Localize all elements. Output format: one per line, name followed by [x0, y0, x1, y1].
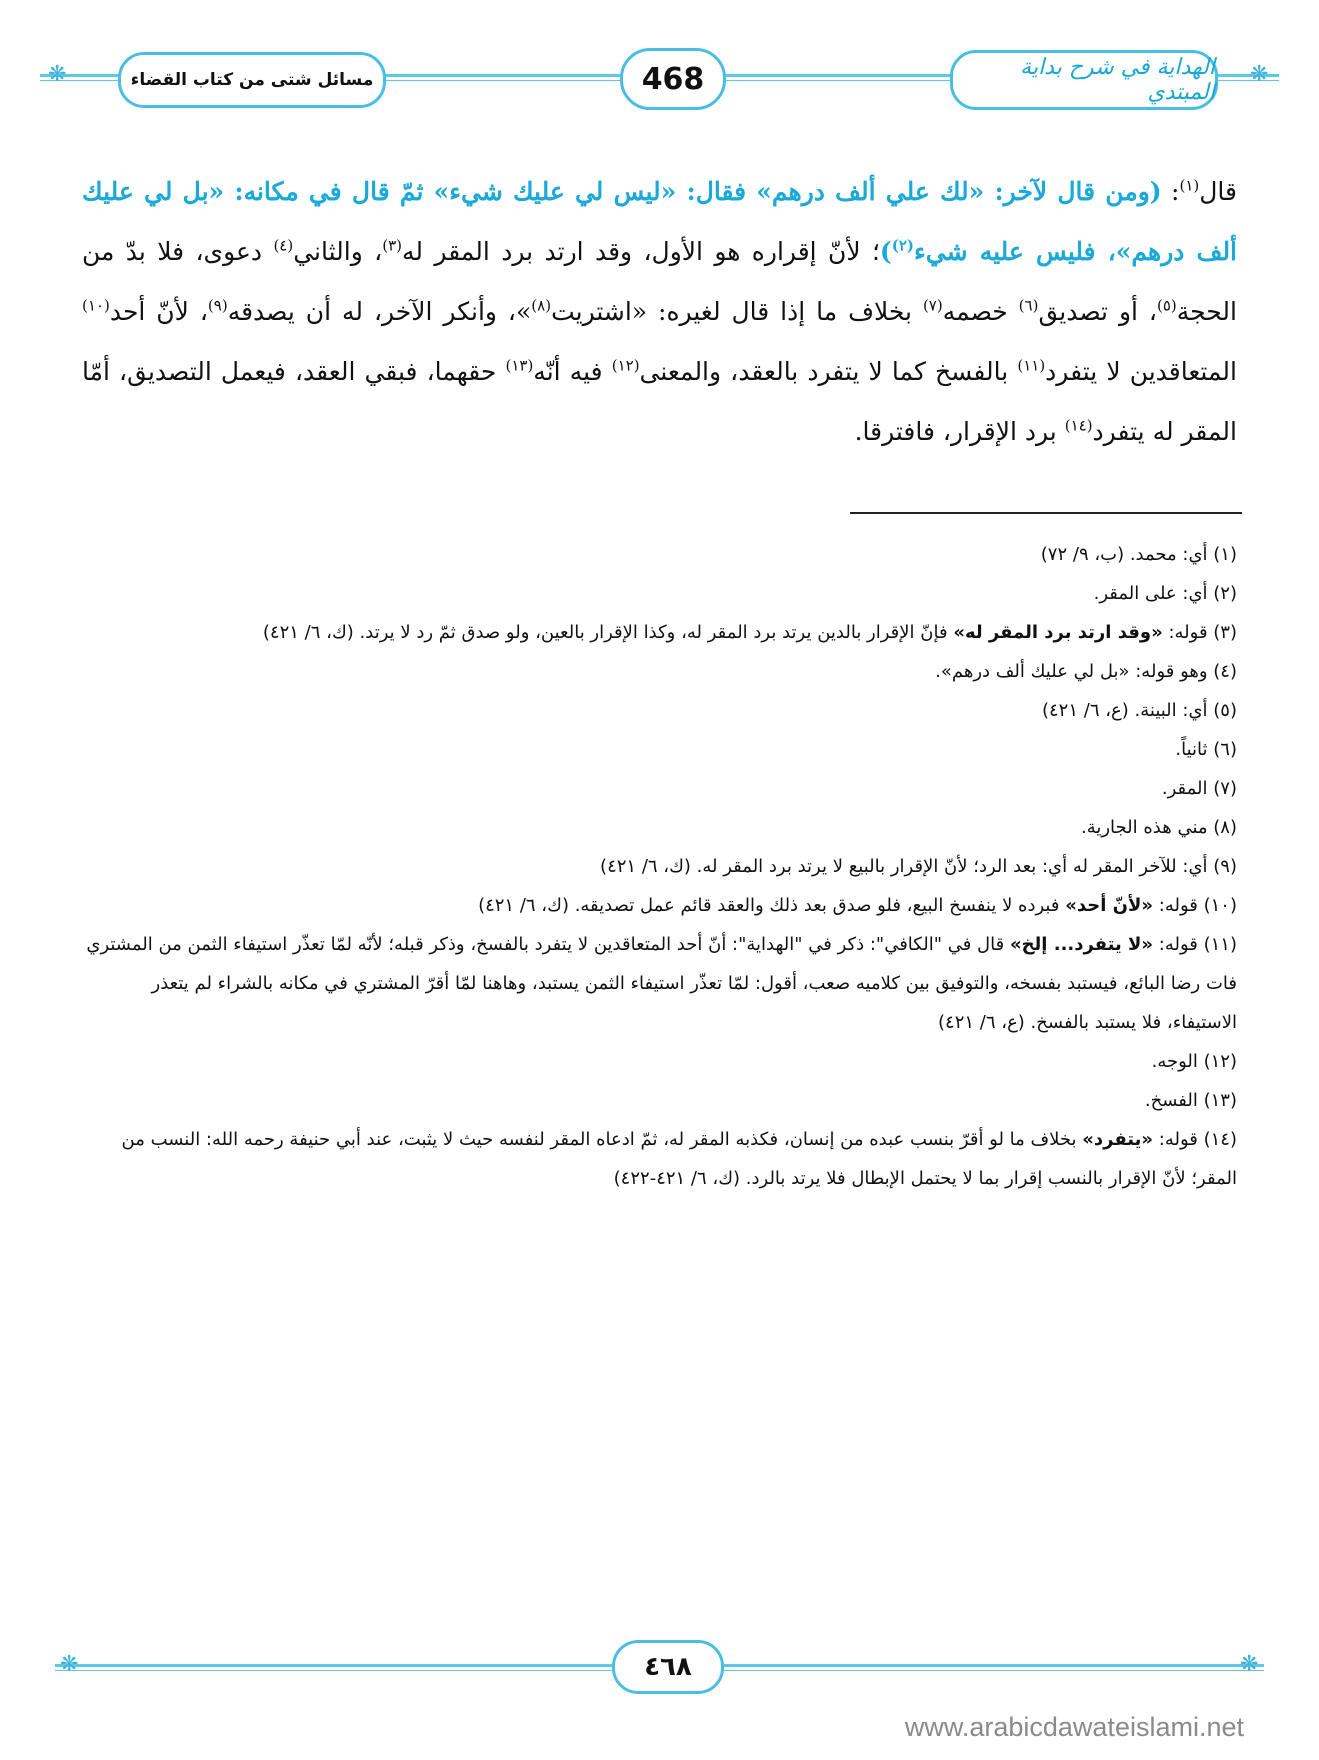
footnote-1: (١) أي: محمد. (ب، ٩/ ٧٢)	[1040, 544, 1237, 565]
right-ornament-icon: ❋	[1250, 62, 1269, 87]
footnote-ref: (١٤)	[1064, 416, 1093, 435]
site-url: www.arabicdawateislami.net	[904, 1712, 1244, 1742]
chapter-title: مسائل شتى من كتاب القضاء	[118, 52, 386, 108]
footnote-ref: (١١)	[1017, 356, 1046, 375]
left-ornament-icon: ❋	[48, 62, 67, 87]
footnote-2: (٢) أي: على المقر.	[1093, 583, 1237, 604]
footnotes	[82, 535, 1237, 1198]
footer-left-ornament-icon: ❋	[60, 1652, 79, 1677]
footnote-8: (٨) مني هذه الجارية.	[1080, 817, 1237, 838]
footnote-ref: (١)	[1179, 176, 1200, 195]
footnote-separator	[850, 512, 1242, 514]
footnote-4: (٤) وهو قوله: «بل لي عليك ألف درهم».	[935, 661, 1237, 682]
footnote-14: (١٤) قوله: «يتفرد» بخلاف ما لو أقرّ بنسب عبده من إنسان، فكذبه المقر له، ثمّ ادعاه المقر لنفسه حيث لا يثبت، عند أبي حنيفة رحمه الله: النسب من المقر؛ لأنّ الإقرار بالنسب إقرار بما لا يحتمل الإبطال فلا يرتد بالرد. (ك، ٦/ ٤٢١-٤٢٢)	[121, 1129, 1237, 1189]
footnote-7: (٧) المقر.	[1161, 778, 1237, 799]
matn-quote: (ومن قال لآخر: «لك علي ألف درهم» فقال: «ليس لي عليك شيء» ثمّ قال في مكانه: «بل لي عليك ألف درهم»، فليس عليه شيء	[82, 177, 1238, 266]
footnote-10: (١٠) قوله: «لأنّ أحد» فبرده لا ينفسخ البيع، فلو صدق بعد ذلك والعقد قائم عمل تصديقه. (ك، ٦/ ٤٢١)	[478, 895, 1237, 916]
main-text: قال$^{(١)}$: (ومن قال لآخر: «لك علي ألف درهم» فقال: «ليس لي عليك شيء» ثمّ قال في مكانه: «بل لي عليك ألف درهم»، فليس عليه شيء$^{(٢)}$)؛ لأنّ إقراره هو الأول، وقد ارتد برد المقر له$^{(٣)}$، والثاني$^{(٤)}$ دعوى، فلا بدّ من الحجة$^{(٥)}$، أو تصديق$^{(٦)}$ خصمه$^{(٧)}$ بخلاف ما إذا قال لغيره: «اشتريت$^{(٨)}$»، وأنكر الآخر، له أن يصدقه$^{(٩)}$، لأنّ أحد$^{(١٠)}$ المتعاقدين لا يتفرد$^{(١١)}$ بالفسخ كما لا يتفرد بالعقد، والمعنى$^{(١٢)}$ فيه أنّه$^{(١٣)}$ حقهما، فبقي العقد، فيعمل التصديق، أمّا المقر له يتفرد$^{(١٤)}$ برد الإقرار، فافترقا.	[82, 176, 1238, 446]
footnote-ref: (٤)	[273, 236, 294, 255]
footnote-12: (١٢) الوجه.	[1151, 1051, 1237, 1072]
footer-page-number: ٤٦٨	[612, 1640, 724, 1694]
footnote-ref: (١٣)	[505, 356, 534, 375]
footnote-ref: (١٠)	[82, 296, 110, 315]
footnote-ref: (٧)	[922, 296, 943, 315]
footnote-13: (١٣) الفسخ.	[1144, 1090, 1237, 1111]
footnote-ref: (٦)	[1018, 296, 1039, 315]
footnote-9: (٩) أي: للآخر المقر له أي: بعد الرد؛ لأنّ الإقرار بالبيع لا يرتد برد المقر له. (ك، ٦/ ٤٢١)	[600, 856, 1237, 877]
footnote-ref: (٣)	[382, 236, 403, 255]
footnote-ref: (٥)	[1156, 296, 1177, 315]
footnote-6: (٦) ثانياً.	[1175, 739, 1237, 760]
footnote-11: (١١) قوله: «لا يتفرد... إلخ» قال في "الكافي": ذكر في "الهداية": أنّ أحد المتعاقدين لا يتفرد بالفسخ، وذكر قبله؛ لأنّه لمّا تعذّر استيفاء الثمن من المشتري فات رضا البائع، فيستبد بفسخه، والتوفيق بين كلاميه صعب، أقول: لمّا تعذّر استيفاء الثمن يستبد، وهاهنا لمّا أقرّ المشتري في مكانه بالشراء لم يتعذر الاستيفاء، فلا يستبد بالفسخ. (ع، ٦/ ٤٢١)	[86, 934, 1237, 1033]
footnote-ref: (٢)	[891, 236, 915, 255]
footnote-3: (٣) قوله: «وقد ارتد برد المقر له» فإنّ الإقرار بالدين يرتد برد المقر له، وكذا الإقرار بالعين، ولو صدق ثمّ رد لا يرتد. (ك، ٦/ ٤٢١)	[262, 622, 1237, 643]
footnote-ref: (٨)	[531, 296, 552, 315]
footnote-ref: (١٢)	[611, 356, 640, 375]
footnote-ref: (٩)	[207, 296, 228, 315]
footer-right-ornament-icon: ❋	[1240, 1652, 1259, 1677]
book-title: الهداية في شرح بداية المبتدي	[950, 50, 1218, 110]
page-number: 468	[620, 48, 726, 110]
footnote-5: (٥) أي: البينة. (ع، ٦/ ٤٢١)	[1041, 700, 1237, 721]
